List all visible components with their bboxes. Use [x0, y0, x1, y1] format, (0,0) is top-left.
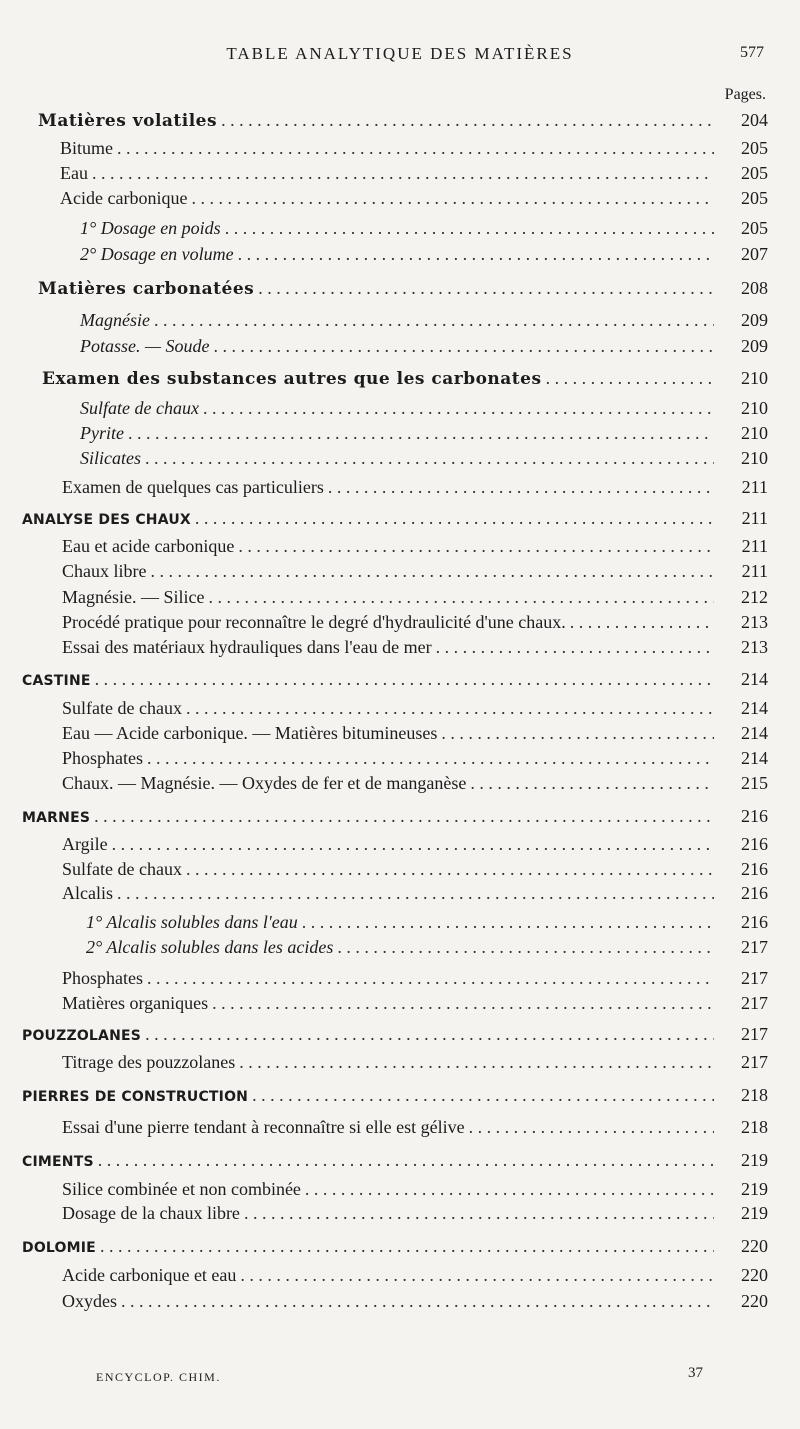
- toc-entry-label: ANALYSE DES CHAUX: [22, 512, 191, 528]
- toc-entry: [0, 1291, 800, 1315]
- toc-entry-label: CASTINE: [22, 673, 91, 689]
- toc-entry: [0, 637, 800, 661]
- toc-entry-label: Oxydes: [62, 1291, 117, 1311]
- toc-entry: [0, 477, 800, 501]
- toc-entry-page: 210: [741, 398, 768, 418]
- toc-entry-page: 213: [741, 637, 768, 657]
- toc-entry: [0, 937, 800, 961]
- toc-entry-label: Phosphates: [62, 748, 143, 768]
- toc-entry-page: 205: [741, 163, 768, 183]
- dot-leader: [252, 1085, 714, 1106]
- pages-column-label: Pages.: [724, 86, 766, 103]
- dot-leader: [302, 912, 714, 933]
- toc-entry-label: Acide carbonique et eau: [62, 1265, 237, 1285]
- toc-entry-page: 217: [741, 1024, 768, 1044]
- dot-leader: [469, 1117, 714, 1138]
- dot-leader: [112, 834, 714, 855]
- toc-entry-label: Examen de quelques cas particuliers: [62, 477, 324, 497]
- toc-entry: [0, 1052, 800, 1076]
- toc-entry: [0, 188, 800, 212]
- toc-entry: [0, 993, 800, 1017]
- toc-entry-label: Essai d'une pierre tendant à reconnaître si elle est gélive: [62, 1117, 465, 1137]
- toc-entry-page: 209: [741, 336, 768, 356]
- dot-leader: [240, 1265, 714, 1286]
- dot-leader: [212, 993, 714, 1014]
- toc-entry-label: Pyrite: [80, 423, 124, 443]
- toc-entry-label: Eau: [60, 163, 88, 183]
- toc-entry-page: 214: [741, 748, 768, 768]
- toc-entry: [0, 138, 800, 162]
- dot-leader: [546, 368, 714, 389]
- toc-entry-page: 211: [741, 508, 768, 528]
- toc-entry-page: 214: [741, 669, 768, 689]
- dot-leader: [145, 1024, 714, 1045]
- toc-entry-page: 216: [741, 912, 768, 932]
- dot-leader: [147, 968, 714, 989]
- dot-leader: [95, 669, 714, 690]
- toc-entry-page: 219: [741, 1179, 768, 1199]
- toc-entry: [0, 1265, 800, 1289]
- toc-entry: [0, 883, 800, 907]
- toc-entry: [0, 587, 800, 611]
- toc-entry: [0, 1203, 800, 1227]
- toc-entry: [0, 1150, 800, 1174]
- toc-entry-label: Magnésie. — Silice: [62, 587, 205, 607]
- dot-leader: [441, 723, 714, 744]
- toc-entry-page: 216: [741, 883, 768, 903]
- toc-entry-label: Silicates: [80, 448, 141, 468]
- toc-entry: [0, 368, 800, 392]
- toc-entry-page: 216: [741, 859, 768, 879]
- toc-entry: [0, 1085, 800, 1109]
- dot-leader: [121, 1291, 714, 1312]
- dot-leader: [117, 138, 714, 159]
- toc-entry-label: Alcalis: [62, 883, 113, 903]
- toc-entry-page: 217: [741, 1052, 768, 1072]
- dot-leader: [128, 423, 714, 444]
- toc-entry: [0, 1236, 800, 1260]
- dot-leader: [147, 748, 714, 769]
- dot-leader: [154, 310, 714, 331]
- toc-entry: [0, 834, 800, 858]
- toc-entry-page: 217: [741, 993, 768, 1013]
- dot-leader: [244, 1203, 714, 1224]
- dot-leader: [92, 163, 714, 184]
- toc-entry: [0, 218, 800, 242]
- toc-entry: [0, 698, 800, 722]
- dot-leader: [191, 188, 714, 209]
- dot-leader: [238, 536, 714, 557]
- dot-leader: [337, 937, 714, 958]
- toc-entry-label: Procédé pratique pour reconnaître le degré d'hydraulicité d'une chaux.: [62, 612, 566, 632]
- toc-entry: [0, 244, 800, 268]
- toc-entry-label: Magnésie: [80, 310, 150, 330]
- toc-entry-label: Phosphates: [62, 968, 143, 988]
- dot-leader: [238, 244, 714, 265]
- toc-entry-page: 210: [741, 368, 768, 388]
- toc-entry-page: 214: [741, 698, 768, 718]
- toc-entry-label: Argile: [62, 834, 108, 854]
- toc-entry: [0, 1179, 800, 1203]
- footer-sheet-number: 37: [688, 1365, 703, 1381]
- dot-leader: [328, 477, 714, 498]
- toc-entry-label: Matières volatiles: [38, 111, 218, 131]
- toc-entry: [0, 859, 800, 883]
- toc-entry-label: CIMENTS: [22, 1154, 94, 1170]
- toc-entry-page: 218: [741, 1117, 768, 1137]
- toc-entry-label: PIERRES DE CONSTRUCTION: [22, 1089, 249, 1105]
- toc-entry-page: 204: [741, 110, 768, 130]
- dot-leader: [436, 637, 714, 658]
- dot-leader: [258, 278, 714, 299]
- toc-entry-label: Sulfate de chaux: [62, 698, 182, 718]
- toc-entry-label: MARNES: [22, 810, 91, 826]
- toc-entry: [0, 561, 800, 585]
- dot-leader: [225, 218, 714, 239]
- toc-entry-label: Eau et acide carbonique: [62, 536, 235, 556]
- toc-entry-page: 205: [741, 188, 768, 208]
- dot-leader: [186, 698, 714, 719]
- toc-entry-page: 211: [741, 536, 768, 556]
- toc-entry-label: Sulfate de chaux: [80, 398, 199, 418]
- dot-leader: [94, 806, 714, 827]
- toc-entry-page: 220: [741, 1236, 768, 1256]
- toc-entry-label: DOLOMIE: [22, 1240, 96, 1256]
- toc-entry: [0, 336, 800, 360]
- toc-entry-label: Chaux. — Magnésie. — Oxydes de fer et de manganèse: [62, 773, 467, 793]
- toc-entry-label: Potasse. — Soude: [80, 336, 210, 356]
- toc-entry-label: Titrage des pouzzolanes: [62, 1052, 236, 1072]
- dot-leader: [570, 612, 714, 633]
- dot-leader: [195, 508, 714, 529]
- toc-entry-page: 210: [741, 423, 768, 443]
- toc-entry: [0, 612, 800, 636]
- toc-entry-label: 2° Alcalis solubles dans les acides: [86, 937, 334, 957]
- toc-entry: [0, 163, 800, 187]
- toc-entry-page: 205: [741, 138, 768, 158]
- dot-leader: [98, 1150, 714, 1171]
- toc-entry-label: 1° Dosage en poids: [80, 218, 221, 238]
- dot-leader: [100, 1236, 714, 1257]
- toc-entry: [0, 278, 800, 302]
- toc-entry: [0, 508, 800, 532]
- dot-leader: [145, 448, 714, 469]
- dot-leader: [117, 883, 714, 904]
- dot-leader: [221, 110, 714, 131]
- toc-entry-page: 216: [741, 834, 768, 854]
- toc-entry: [0, 968, 800, 992]
- toc-entry-label: Examen des substances autres que les carbonates: [42, 369, 542, 389]
- toc-entry-label: Silice combinée et non combinée: [62, 1179, 301, 1199]
- dot-leader: [239, 1052, 714, 1073]
- toc-entry-label: POUZZOLANES: [22, 1028, 142, 1044]
- toc-entry: [0, 423, 800, 447]
- toc-entry-label: 2° Dosage en volume: [80, 244, 234, 264]
- toc-entry: [0, 398, 800, 422]
- toc-entry: [0, 110, 800, 134]
- toc-entry-page: 207: [741, 244, 768, 264]
- toc-entry-page: 209: [741, 310, 768, 330]
- running-header-title: TABLE ANALYTIQUE DES MATIÈRES: [226, 44, 574, 63]
- toc-entry-label: Matières carbonatées: [38, 279, 255, 299]
- toc-entry-page: 210: [741, 448, 768, 468]
- toc-entry: [0, 723, 800, 747]
- toc-entry-page: 220: [741, 1265, 768, 1285]
- toc-entry: [0, 748, 800, 772]
- toc-entry: [0, 1117, 800, 1141]
- toc-entry-page: 219: [741, 1203, 768, 1223]
- toc-entry-page: 211: [741, 477, 768, 497]
- toc-entry-label: Sulfate de chaux: [62, 859, 182, 879]
- dot-leader: [186, 859, 714, 880]
- toc-entry-label: Essai des matériaux hydrauliques dans l'eau de mer: [62, 637, 432, 657]
- toc-entry-page: 213: [741, 612, 768, 632]
- toc-entry-page: 219: [741, 1150, 768, 1170]
- toc-entry-label: Acide carbonique: [60, 188, 188, 208]
- toc-entry-label: Chaux libre: [62, 561, 147, 581]
- toc-entry-page: 218: [741, 1085, 768, 1105]
- toc-entry-label: Eau — Acide carbonique. — Matières bitumineuses: [62, 723, 438, 743]
- toc-entry: [0, 806, 800, 830]
- toc-entry-page: 208: [741, 278, 768, 298]
- toc-entry-label: Dosage de la chaux libre: [62, 1203, 240, 1223]
- dot-leader: [150, 561, 714, 582]
- toc-entry: [0, 536, 800, 560]
- toc-entry-page: 211: [741, 561, 768, 581]
- toc-entry: [0, 912, 800, 936]
- footer-signature: ENCYCLOP. CHIM.: [96, 1370, 221, 1384]
- toc-entry: [0, 773, 800, 797]
- toc-entry-page: 217: [741, 968, 768, 988]
- toc-entry: [0, 448, 800, 472]
- toc-entry: [0, 1024, 800, 1048]
- dot-leader: [208, 587, 714, 608]
- toc-entry-label: 1° Alcalis solubles dans l'eau: [86, 912, 298, 932]
- dot-leader: [470, 773, 714, 794]
- toc-entry-label: Matières organiques: [62, 993, 209, 1013]
- toc-entry: [0, 310, 800, 334]
- toc-entry-label: Bitume: [60, 138, 113, 158]
- dot-leader: [214, 336, 715, 357]
- toc-entry-page: 205: [741, 218, 768, 238]
- toc-entry-page: 212: [741, 587, 768, 607]
- toc-entry-page: 215: [741, 773, 768, 793]
- toc-entry-page: 220: [741, 1291, 768, 1311]
- toc-entry-page: 217: [741, 937, 768, 957]
- dot-leader: [305, 1179, 714, 1200]
- toc-entry: [0, 669, 800, 693]
- toc-entry-page: 214: [741, 723, 768, 743]
- dot-leader: [203, 398, 714, 419]
- toc-entry-page: 216: [741, 806, 768, 826]
- running-header-page-number: 577: [740, 44, 764, 61]
